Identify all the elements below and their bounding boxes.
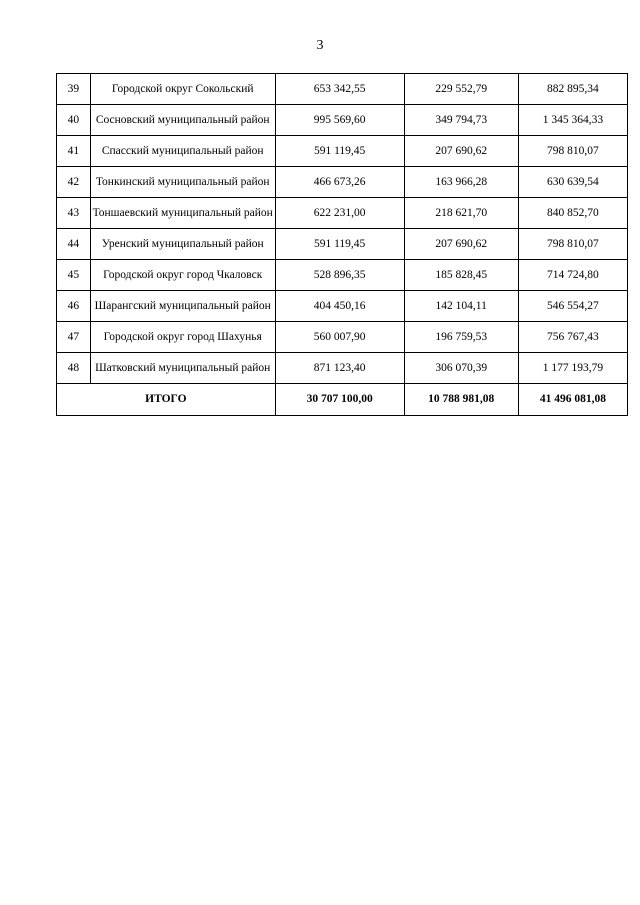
amount-cell: 229 552,79: [404, 74, 518, 105]
total-amount-cell: 10 788 981,08: [404, 384, 518, 416]
table-row: [57, 136, 628, 167]
row-number: 43: [57, 198, 91, 229]
row-number: 39: [57, 74, 91, 105]
table-row: [57, 353, 628, 384]
amount-cell: 871 123,40: [275, 353, 404, 384]
amount-cell: 306 070,39: [404, 353, 518, 384]
amount-cell: 196 759,53: [404, 322, 518, 353]
table-row: [57, 198, 628, 229]
total-row: [57, 384, 628, 416]
row-number: 41: [57, 136, 91, 167]
amount-cell: 185 828,45: [404, 260, 518, 291]
municipality-name: Шатковский муниципальный район: [90, 353, 275, 384]
municipality-name: Шарангский муниципальный район: [90, 291, 275, 322]
municipality-name: Городской округ город Шахунья: [90, 322, 275, 353]
amount-total-cell: 840 852,70: [518, 198, 627, 229]
amount-cell: 142 104,11: [404, 291, 518, 322]
table-row: [57, 291, 628, 322]
municipality-name: Тонкинский муниципальный район: [90, 167, 275, 198]
row-number: 47: [57, 322, 91, 353]
municipality-name: Тоншаевский муниципальный район: [90, 198, 275, 229]
amount-total-cell: 1 345 364,33: [518, 105, 627, 136]
amount-cell: 622 231,00: [275, 198, 404, 229]
amount-cell: 466 673,26: [275, 167, 404, 198]
amount-total-cell: 546 554,27: [518, 291, 627, 322]
table-row: [57, 167, 628, 198]
municipality-name: Уренский муниципальный район: [90, 229, 275, 260]
page-number: 3: [316, 38, 324, 53]
row-number: 48: [57, 353, 91, 384]
amount-cell: 404 450,16: [275, 291, 404, 322]
amount-cell: 653 342,55: [275, 74, 404, 105]
municipality-name: Городской округ город Чкаловск: [90, 260, 275, 291]
total-label: ИТОГО: [57, 384, 276, 416]
row-number: 40: [57, 105, 91, 136]
amount-cell: 207 690,62: [404, 229, 518, 260]
municipality-name: Городской округ Сокольский: [90, 74, 275, 105]
row-number: 44: [57, 229, 91, 260]
amount-cell: 591 119,45: [275, 229, 404, 260]
table-row: [57, 74, 628, 105]
amount-total-cell: 798 810,07: [518, 136, 627, 167]
amount-cell: 560 007,90: [275, 322, 404, 353]
row-number: 46: [57, 291, 91, 322]
table-row: [57, 229, 628, 260]
amount-cell: 995 569,60: [275, 105, 404, 136]
table-row: [57, 105, 628, 136]
amount-total-cell: 798 810,07: [518, 229, 627, 260]
amount-total-cell: 756 767,43: [518, 322, 627, 353]
amount-total-cell: 1 177 193,79: [518, 353, 627, 384]
amount-total-cell: 630 639,54: [518, 167, 627, 198]
amount-cell: 207 690,62: [404, 136, 518, 167]
amount-cell: 591 119,45: [275, 136, 404, 167]
amount-total-cell: 882 895,34: [518, 74, 627, 105]
amount-cell: 349 794,73: [404, 105, 518, 136]
table-row: [57, 322, 628, 353]
allocation-table: [56, 73, 628, 416]
total-amount-cell: 30 707 100,00: [275, 384, 404, 416]
municipality-name: Спасский муниципальный район: [90, 136, 275, 167]
row-number: 45: [57, 260, 91, 291]
amount-cell: 528 896,35: [275, 260, 404, 291]
amount-cell: 163 966,28: [404, 167, 518, 198]
grand-total-cell: 41 496 081,08: [518, 384, 627, 416]
row-number: 42: [57, 167, 91, 198]
amount-total-cell: 714 724,80: [518, 260, 627, 291]
municipality-name: Сосновский муниципальный район: [90, 105, 275, 136]
amount-cell: 218 621,70: [404, 198, 518, 229]
table-row: [57, 260, 628, 291]
